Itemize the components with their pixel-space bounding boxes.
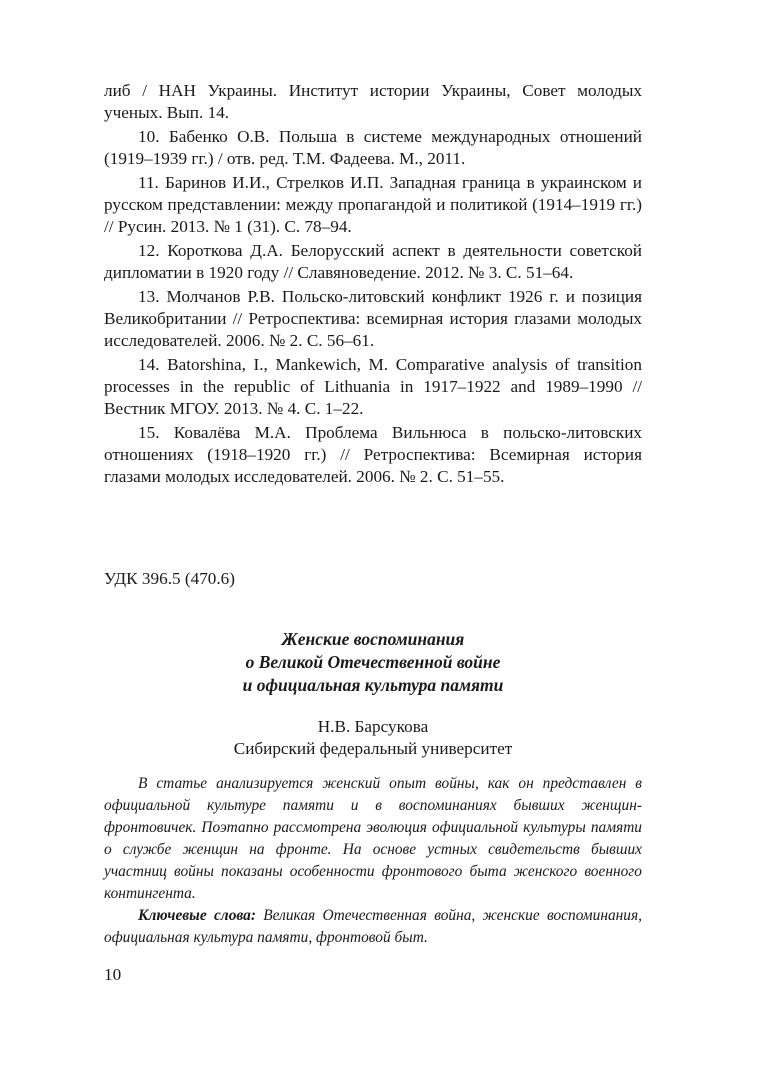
article-title-line: Женские воспоминания	[281, 629, 465, 649]
reference-item: 13. Молчанов Р.В. Польско-литовский конфликт 1926 г. и позиция Великобритании // Ретроспектива: всемирная история глазами молодых исследователей. 2006. № 2. С. 56–61.	[104, 287, 642, 350]
reference-item: 12. Короткова Д.А. Белорусский аспект в деятельности советской дипломатии в 1920 году // Славяноведение. 2012. № 3. С. 51–64.	[104, 241, 642, 282]
page-number: 10	[104, 965, 122, 984]
article-title-line: и официальная культура памяти	[242, 675, 504, 695]
reference-list	[104, 80, 642, 490]
abstract-block	[104, 773, 642, 949]
abstract-text: В статье анализируется женский опыт войны, как он представлен в официальной культуре памяти и в воспоминаниях бывших женщин-фронтовичек. Поэтапно рассмотрена эволюция официальной культуры памяти о службе женщин на фронте. На основе устных свидетельств бывших участниц войны показаны особенности фронтового быта женского военного контингента.	[104, 775, 642, 902]
keywords-text: Великая Отечественная война, женские воспоминания, официальная культура памяти, фронтовой быт.	[104, 907, 642, 946]
reference-item: 11. Баринов И.И., Стрелков И.П. Западная граница в украинском и русском представлении: между пропагандой и политикой (1914–1919 гг.) // Русин. 2013. № 1 (31). С. 78–94.	[104, 173, 642, 236]
reference-item: 10. Бабенко О.В. Польша в системе международных отношений (1919–1939 гг.) / отв. ред. Т.М. Фадеева. М., 2011.	[104, 127, 642, 168]
article-title-line: о Великой Отечественной войне	[245, 652, 501, 672]
author-name: Н.В. Барсукова	[317, 717, 429, 736]
reference-item: 15. Ковалёва М.А. Проблема Вильнюса в польско-литовских отношениях (1918–1920 гг.) // Ретроспектива: Всемирная история глазами молодых исследователей. 2006. № 2. С. 51–55.	[104, 423, 642, 486]
reference-item: 14. Batorshina, I., Mankewich, M. Comparative analysis of transition processes in the republic of Lithuania in 1917–1922 and 1989–1990 // Вестник МГОУ. 2013. № 4. С. 1–22.	[104, 355, 642, 418]
keywords	[104, 905, 642, 949]
author-affiliation: Сибирский федеральный университет	[233, 739, 513, 758]
keywords-label: Ключевые слова:	[138, 907, 256, 924]
author-block	[104, 716, 642, 760]
udk-code: УДК 396.5 (470.6)	[104, 569, 236, 588]
article-title	[104, 628, 642, 697]
reference-item: либ / НАН Украины. Институт истории Украины, Совет молодых ученых. Вып. 14.	[104, 81, 642, 122]
